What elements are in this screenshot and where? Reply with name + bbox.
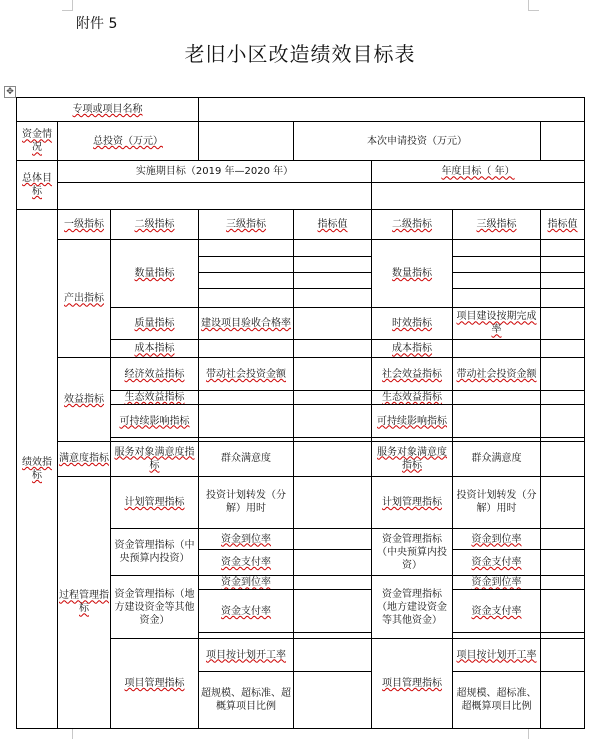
cell[interactable] <box>453 391 541 405</box>
fund-mgmt-local-left: 资金管理指标（地方建设资金等其他资金） <box>111 576 199 639</box>
cell[interactable] <box>541 340 585 358</box>
plan-transfer-time-right: 投资计划转发（分解）用时 <box>453 476 541 529</box>
cost-indicator-left: 成本指标 <box>111 340 199 358</box>
quantity-indicator-right: 数量指标 <box>372 240 453 307</box>
cell[interactable] <box>541 529 585 549</box>
ecological-benefit-right: 生态效益指标 <box>372 391 453 405</box>
cell[interactable] <box>294 340 372 358</box>
current-request-label: 本次申请投资（万元） <box>294 122 541 161</box>
plan-management-left: 计划管理指标 <box>111 476 199 529</box>
cell[interactable] <box>541 273 585 289</box>
crop-mark <box>528 0 539 11</box>
cell[interactable] <box>199 405 294 438</box>
performance-table <box>16 97 585 729</box>
overall-goal-label: 总体目标 <box>17 161 58 210</box>
indicator-value-header-right: 指标值 <box>541 209 585 240</box>
cell[interactable] <box>541 549 585 575</box>
project-management-right: 项目管理指标 <box>372 639 453 729</box>
cell[interactable] <box>541 391 585 405</box>
cell[interactable] <box>541 639 585 672</box>
total-investment-label: 总投资（万元） <box>58 122 199 161</box>
cell[interactable] <box>541 441 585 476</box>
public-satisfaction-left: 群众满意度 <box>199 441 294 476</box>
fund-arrival-rate: 资金到位率 <box>453 529 541 549</box>
annual-goal-label: 年度目标（ 年） <box>372 161 585 183</box>
over-standard-ratio-left: 超规模、超标准、超概算项目比例 <box>199 671 294 728</box>
cell[interactable] <box>541 307 585 340</box>
benefit-indicators-label: 效益指标 <box>58 358 111 441</box>
cell[interactable] <box>294 529 372 549</box>
cell[interactable] <box>294 576 372 590</box>
cell[interactable] <box>294 671 372 728</box>
cell[interactable] <box>294 639 372 672</box>
level3-header-right: 三级指标 <box>453 209 541 240</box>
service-target-satisfaction-right: 服务对象满意度指标 <box>372 441 453 476</box>
cell[interactable] <box>294 240 372 256</box>
cell[interactable] <box>541 289 585 307</box>
over-standard-ratio-right: 超规模、超标准、超概算项目比例 <box>453 671 541 728</box>
cell[interactable] <box>453 273 541 289</box>
sustainable-impact-right: 可持续影响指标 <box>372 405 453 438</box>
fund-payment-rate: 资金支付率 <box>199 549 294 575</box>
fund-mgmt-local-right: 资金管理指标（地方建设资金等其他资金） <box>372 576 453 639</box>
cell[interactable] <box>541 590 585 633</box>
social-benefit: 社会效益指标 <box>372 358 453 391</box>
ecological-benefit-left: 生态效益指标 <box>111 391 199 405</box>
satisfaction-indicators-label: 满意度指标 <box>58 441 111 476</box>
cell[interactable] <box>541 671 585 728</box>
fund-payment-rate: 资金支付率 <box>199 590 294 633</box>
crop-mark <box>528 728 539 739</box>
cell[interactable] <box>294 307 372 340</box>
cell[interactable] <box>294 289 372 307</box>
total-investment-value[interactable] <box>199 122 294 161</box>
planned-start-rate-left: 项目按计划开工率 <box>199 639 294 672</box>
sustainable-impact-left: 可持续影响指标 <box>111 405 199 438</box>
crop-mark <box>62 0 73 11</box>
cell[interactable] <box>541 405 585 438</box>
fund-arrival-rate: 资金到位率 <box>199 576 294 590</box>
cell[interactable] <box>199 391 294 405</box>
on-schedule-rate: 项目建设按期完成率 <box>453 307 541 340</box>
performance-indicators-label: 绩效指标 <box>17 209 58 728</box>
cell[interactable] <box>453 256 541 272</box>
level1-header: 一级指标 <box>58 209 111 240</box>
indicator-value-header-left: 指标值 <box>294 209 372 240</box>
service-target-satisfaction-left: 服务对象满意度指标 <box>111 441 199 476</box>
drive-social-investment-right: 带动社会投资金额 <box>453 358 541 391</box>
cell[interactable] <box>294 549 372 575</box>
project-name-label: 专项或项目名称 <box>17 98 199 122</box>
fund-mgmt-central-right: 资金管理指标（中央预算内投资） <box>372 529 453 576</box>
cell[interactable] <box>294 590 372 633</box>
level2-header-left: 二级指标 <box>111 209 199 240</box>
fund-payment-rate: 资金支付率 <box>453 549 541 575</box>
plan-transfer-time-left: 投资计划转发（分解）用时 <box>199 476 294 529</box>
current-request-value[interactable] <box>541 122 585 161</box>
cell[interactable] <box>541 358 585 391</box>
level3-header-left: 三级指标 <box>199 209 294 240</box>
cell[interactable] <box>294 273 372 289</box>
planned-start-rate-right: 项目按计划开工率 <box>453 639 541 672</box>
cell[interactable] <box>453 405 541 438</box>
quantity-indicator-left: 数量指标 <box>111 240 199 307</box>
process-indicators-label: 过程管理指标 <box>58 476 111 729</box>
cell[interactable] <box>199 256 294 272</box>
cell[interactable] <box>199 340 294 358</box>
cell[interactable] <box>294 358 372 391</box>
cell[interactable] <box>294 391 372 405</box>
drive-social-investment-left: 带动社会投资金额 <box>199 358 294 391</box>
cell[interactable] <box>453 289 541 307</box>
table-move-handle-icon[interactable]: ✥ <box>4 86 16 98</box>
cell[interactable] <box>294 441 372 476</box>
project-management-left: 项目管理指标 <box>111 639 199 729</box>
cell[interactable] <box>294 405 372 438</box>
cost-indicator-right: 成本指标 <box>372 340 453 358</box>
timeliness-indicator: 时效指标 <box>372 307 453 340</box>
quality-indicator: 质量指标 <box>111 307 199 340</box>
annual-goal-value[interactable] <box>372 183 585 209</box>
cell[interactable] <box>199 240 294 256</box>
plan-management-right: 计划管理指标 <box>372 476 453 529</box>
fund-mgmt-central-left: 资金管理指标（中央预算内投资） <box>111 529 199 576</box>
fund-arrival-rate: 资金到位率 <box>199 529 294 549</box>
cell[interactable] <box>541 256 585 272</box>
cell[interactable] <box>294 256 372 272</box>
cell[interactable] <box>541 576 585 590</box>
economic-benefit: 经济效益指标 <box>111 358 199 391</box>
cell[interactable] <box>453 340 541 358</box>
cell[interactable] <box>453 240 541 256</box>
cell[interactable] <box>541 476 585 529</box>
fund-arrival-rate: 资金到位率 <box>453 576 541 590</box>
level2-header-right: 二级指标 <box>372 209 453 240</box>
fund-payment-rate: 资金支付率 <box>453 590 541 633</box>
page-title: 老旧小区改造绩效目标表 <box>184 42 416 66</box>
implementation-period-label: 实施期目标（2019 年—2020 年） <box>58 161 372 183</box>
crop-mark <box>62 728 73 739</box>
acceptance-rate: 建设项目验收合格率 <box>199 307 294 340</box>
output-indicators-label: 产出指标 <box>58 240 111 358</box>
public-satisfaction-right: 群众满意度 <box>453 441 541 476</box>
cell[interactable] <box>541 240 585 256</box>
cell[interactable] <box>199 289 294 307</box>
cell[interactable] <box>199 273 294 289</box>
cell[interactable] <box>294 476 372 529</box>
funds-label: 资金情况 <box>17 122 58 161</box>
implementation-goal-value[interactable] <box>58 183 372 209</box>
project-name-value[interactable] <box>199 98 585 122</box>
annex-label: 附件 5 <box>76 16 118 32</box>
